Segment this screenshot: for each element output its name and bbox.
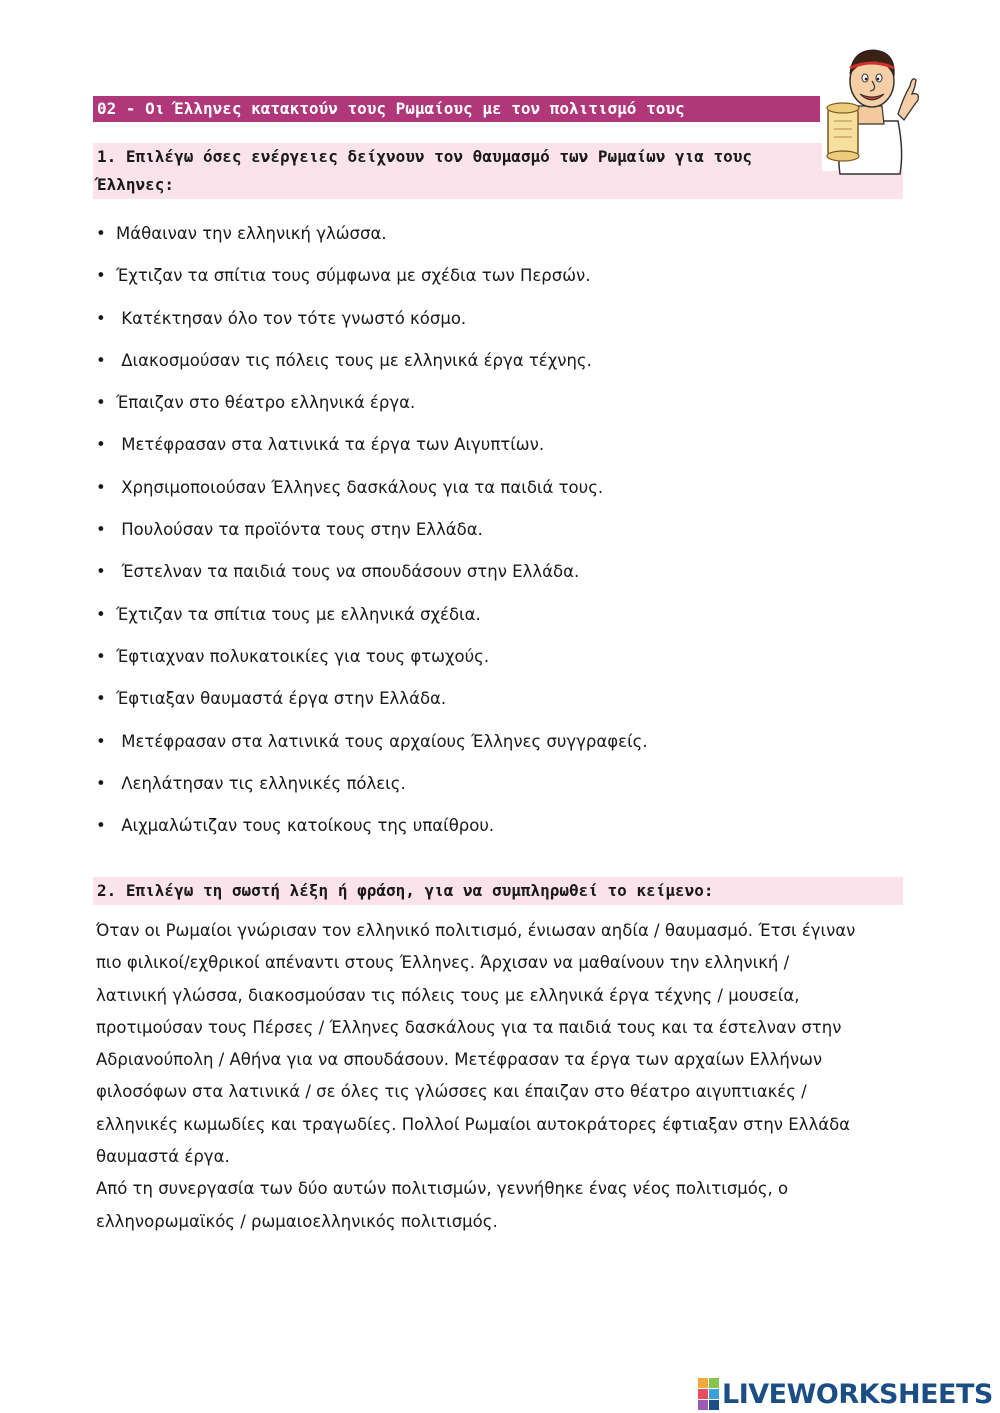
question-1-heading-line-2: Έλληνες: <box>93 171 903 199</box>
option-label: Μετέφρασαν στα λατινικά τα έργα των Αιγυπτίων. <box>121 435 545 455</box>
passage-line[interactable]: Από τη συνεργασία των δύο αυτών πολιτισμών, γεννήθηκε ένας νέος πολιτισμός, ο <box>96 1179 789 1199</box>
bullet-icon: • <box>96 689 106 709</box>
option-label: Διακοσμούσαν τις πόλεις τους με ελληνικά έργα τέχνης. <box>121 350 592 370</box>
passage-line[interactable]: ελληνορωμαϊκός / ρωμαιοελληνικός πολιτισμός. <box>96 1211 498 1231</box>
worksheet-title: 02 - Οι Έλληνες κατακτούν τους Ρωμαίους με τον πολιτισμό τους <box>93 96 820 122</box>
passage-line[interactable]: πιο φιλικοί/εχθρικοί απέναντι στους Έλληνες. Άρχισαν να μαθαίνουν την ελληνική / <box>96 953 790 973</box>
option-item[interactable] <box>96 516 648 558</box>
option-item[interactable] <box>96 728 648 770</box>
option-item[interactable] <box>96 347 648 389</box>
liveworksheets-logo-icon <box>698 1378 720 1410</box>
question-2-heading: 2. Επιλέγω τη σωστή λέξη ή φράση, για να συμπληρωθεί το κείμενο: <box>93 877 903 905</box>
bullet-icon: • <box>96 604 106 624</box>
question-1-heading-line-1: 1. Επιλέγω όσες ενέργειες δείχνουν τον θαυμασμό των Ρωμαίων για τους <box>93 143 822 171</box>
bullet-icon: • <box>96 816 106 836</box>
ancient-greek-mascot-icon <box>812 36 927 176</box>
option-label: Έστελναν τα παιδιά τους να σπουδάσουν στην Ελλάδα. <box>121 562 580 582</box>
option-label: Έφτιαξαν θαυμαστά έργα στην Ελλάδα. <box>116 689 447 709</box>
option-label: Πουλούσαν τα προϊόντα τους στην Ελλάδα. <box>121 520 483 540</box>
liveworksheets-logo[interactable] <box>698 1377 993 1411</box>
option-label: Έπαιζαν στο θέατρο ελληνικά έργα. <box>116 393 416 413</box>
passage-line[interactable]: φιλοσόφων στα λατινικά / σε όλες τις γλώσσες και έπαιζαν στο θέατρο αιγυπτιακές / <box>96 1082 807 1102</box>
option-label: Χρησιμοποιούσαν Έλληνες δασκάλους για τα παιδιά τους. <box>121 477 604 497</box>
question-1-heading <box>93 143 903 199</box>
option-label: Λεηλάτησαν τις ελληνικές πόλεις. <box>121 773 406 793</box>
option-label: Μετέφρασαν στα λατινικά τους αρχαίους Έλληνες συγγραφείς. <box>121 731 648 751</box>
bullet-icon: • <box>96 773 106 793</box>
option-label: Έχτιζαν τα σπίτια τους σύμφωνα με σχέδια των Περσών. <box>116 266 591 286</box>
option-label: Μάθαιναν την ελληνική γλώσσα. <box>116 224 387 243</box>
option-label: Έχτιζαν τα σπίτια τους με ελληνικά σχέδια. <box>116 604 481 624</box>
bullet-icon: • <box>96 393 106 413</box>
option-item[interactable] <box>96 558 648 600</box>
passage-line[interactable]: Αδριανούπολη / Αθήνα για να σπουδάσουν. Μετέφρασαν τα έργα των αρχαίων Ελλήνων <box>96 1050 823 1070</box>
option-item[interactable] <box>96 220 648 262</box>
bullet-icon: • <box>96 308 106 328</box>
bullet-icon: • <box>96 477 106 497</box>
bullet-icon: • <box>96 266 106 286</box>
option-label: Κατέκτησαν όλο τον τότε γνωστό κόσμο. <box>121 308 467 328</box>
option-item[interactable] <box>96 474 648 516</box>
option-label: Αιχμαλώτιζαν τους κατοίκους της υπαίθρου. <box>121 816 495 836</box>
fill-in-passage <box>96 915 916 1238</box>
passage-line[interactable]: Όταν οι Ρωμαίοι γνώρισαν τον ελληνικό πολιτισμό, ένιωσαν αηδία / θαυμασμό. Έτσι έγιναν <box>96 921 856 940</box>
passage-line[interactable]: θαυμαστά έργα. <box>96 1147 230 1167</box>
bullet-icon: • <box>96 224 106 243</box>
option-item[interactable] <box>96 601 648 643</box>
option-item[interactable] <box>96 770 648 812</box>
option-item[interactable] <box>96 389 648 431</box>
bullet-icon: • <box>96 646 106 666</box>
bullet-icon: • <box>96 731 106 751</box>
option-item[interactable] <box>96 812 648 854</box>
passage-line[interactable]: ελληνικές κωμωδίες και τραγωδίες. Πολλοί Ρωμαίοι αυτοκράτορες έφτιαξαν στην Ελλάδα <box>96 1114 851 1134</box>
bullet-icon: • <box>96 562 106 582</box>
option-item[interactable] <box>96 685 648 727</box>
option-item[interactable] <box>96 643 648 685</box>
passage-line[interactable]: προτιμούσαν τους Πέρσες / Έλληνες δασκάλους για τα παιδιά τους και τα έστελναν στην <box>96 1017 842 1037</box>
option-item[interactable] <box>96 431 648 473</box>
bullet-icon: • <box>96 520 106 540</box>
bullet-icon: • <box>96 350 106 370</box>
passage-line[interactable]: λατινική γλώσσα, διακοσμούσαν τις πόλεις τους με ελληνικά έργα τέχνης / μουσεία, <box>96 985 800 1005</box>
option-label: Έφτιαχναν πολυκατοικίες για τους φτωχούς. <box>116 646 490 666</box>
option-item[interactable] <box>96 262 648 304</box>
question-1-options <box>96 220 648 854</box>
bullet-icon: • <box>96 435 106 455</box>
liveworksheets-brand-text: LIVEWORKSHEETS <box>722 1378 993 1410</box>
option-item[interactable] <box>96 305 648 347</box>
